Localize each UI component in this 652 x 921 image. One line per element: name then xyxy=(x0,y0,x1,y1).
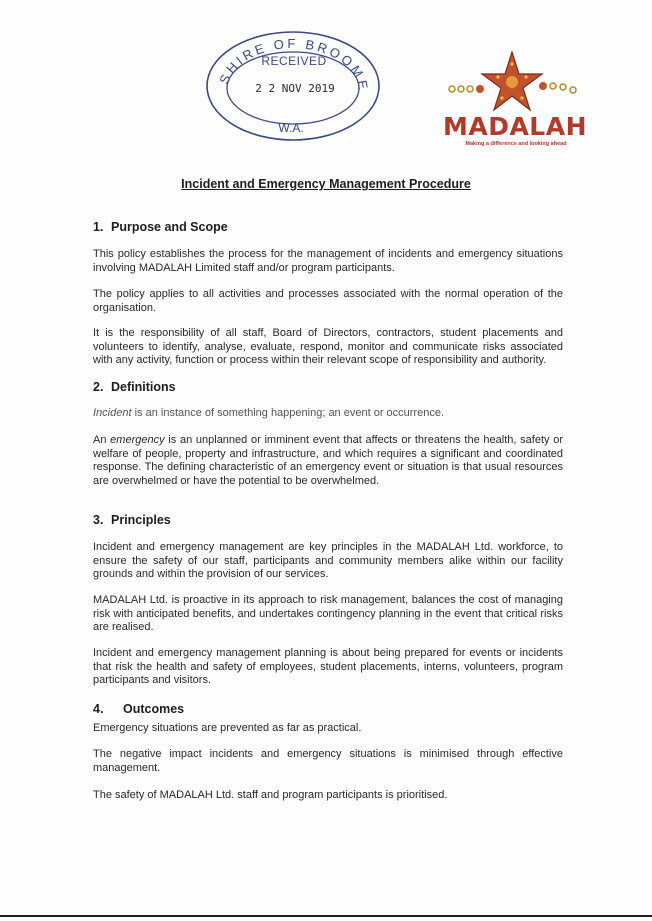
incident-term: Incident xyxy=(93,407,132,419)
section-4-title: Outcomes xyxy=(123,702,185,716)
received-stamp xyxy=(205,30,380,142)
emergency-term: emergency xyxy=(110,434,165,446)
section-4-paragraph: The safety of MADALAH Ltd. staff and program participants is prioritised. xyxy=(93,789,448,801)
section-1-paragraph: This policy establishes the process for the management of incidents and emergency situations involving MADALAH Limited staff and/or program participants. xyxy=(93,248,563,274)
section-4-paragraph: Emergency situations are prevented as far as practical. xyxy=(93,722,362,734)
scan-edge-divider xyxy=(0,915,652,917)
section-3-paragraph: MADALAH Ltd. is proactive in its approach to risk management, balances the cost of managing risk with anticipated benefits, and undertakes contingency planning in the event that critical risks are realised. xyxy=(93,594,563,633)
madalah-logo xyxy=(440,50,590,150)
starfish-icon xyxy=(480,50,544,114)
section-1-heading xyxy=(93,220,228,234)
document-title: Incident and Emergency Management Procedure xyxy=(181,177,471,191)
section-2-number: 2. xyxy=(93,380,104,394)
stamp-shire-text: SHIRE OF BROOME xyxy=(216,35,372,94)
section-3-title: Principles xyxy=(111,513,171,527)
section-4-paragraph: The negative impact incidents and emergency situations is minimised through effective management. xyxy=(93,748,563,774)
incident-definition-text: is an instance of something happening; an event or occurrence. xyxy=(131,407,445,419)
section-4-heading xyxy=(93,702,184,716)
section-4-number: 4. xyxy=(93,702,104,716)
dots-left-icon xyxy=(448,82,488,96)
section-1-paragraph: It is the responsibility of all staff, Board of Directors, contractors, student placements and volunteers to identify, analyse, evaluate, respond, monitor and communicate risks associated with any activity, function or process within their relevant scope of responsibility and authority. xyxy=(93,327,563,366)
section-1-paragraph: The policy applies to all activities and processes associated with the normal operation of the organisation. xyxy=(93,288,563,314)
section-3-paragraph: Incident and emergency management are key principles in the MADALAH Ltd. workforce, to ensure the safety of our staff, participants and community members alike within our facility grounds and within the provision of our services. xyxy=(93,541,563,580)
emergency-definition-text: is an unplanned or imminent event that affects or threatens the health, safety or welfare of people, property and infrastructure, and which requires a significant and coordinated response. The defining characteristic of an emergency event or situation is that usual resources are overwhelmed or have the potential to be overwhelmed. xyxy=(93,434,564,487)
section-2-heading xyxy=(93,380,176,394)
logo-tagline: Making a difference and looking ahead xyxy=(465,141,567,147)
incident-definition xyxy=(93,407,563,421)
stamp-date-text: 2 2 NOV 2019 xyxy=(255,82,335,95)
dots-right-icon xyxy=(538,80,583,96)
section-3-paragraph: Incident and emergency management planning is about being prepared for events or incidents that risk the health and safety of employees, student placements, interns, volunteers, program participants and visitors. xyxy=(93,647,563,686)
stamp-wa-text: W.A. xyxy=(278,121,304,135)
section-1-title: Purpose and Scope xyxy=(111,220,228,234)
section-2-title: Definitions xyxy=(111,380,176,394)
emergency-definition: An emergency is an unplanned or imminent event that affects or threatens the health, safety or welfare of people, property and infrastructure, and which requires a significant and coordinated response. The defining characteristic of an emergency event or situation is that usual resources are overwhelmed or have the potential to be overwhelmed. xyxy=(93,434,564,487)
logo-wordmark: MADALAH xyxy=(442,112,588,141)
section-3-number: 3. xyxy=(93,513,104,527)
section-3-heading xyxy=(93,513,171,527)
stamp-received-text: RECEIVED xyxy=(261,54,327,68)
section-1-number: 1. xyxy=(93,220,104,234)
